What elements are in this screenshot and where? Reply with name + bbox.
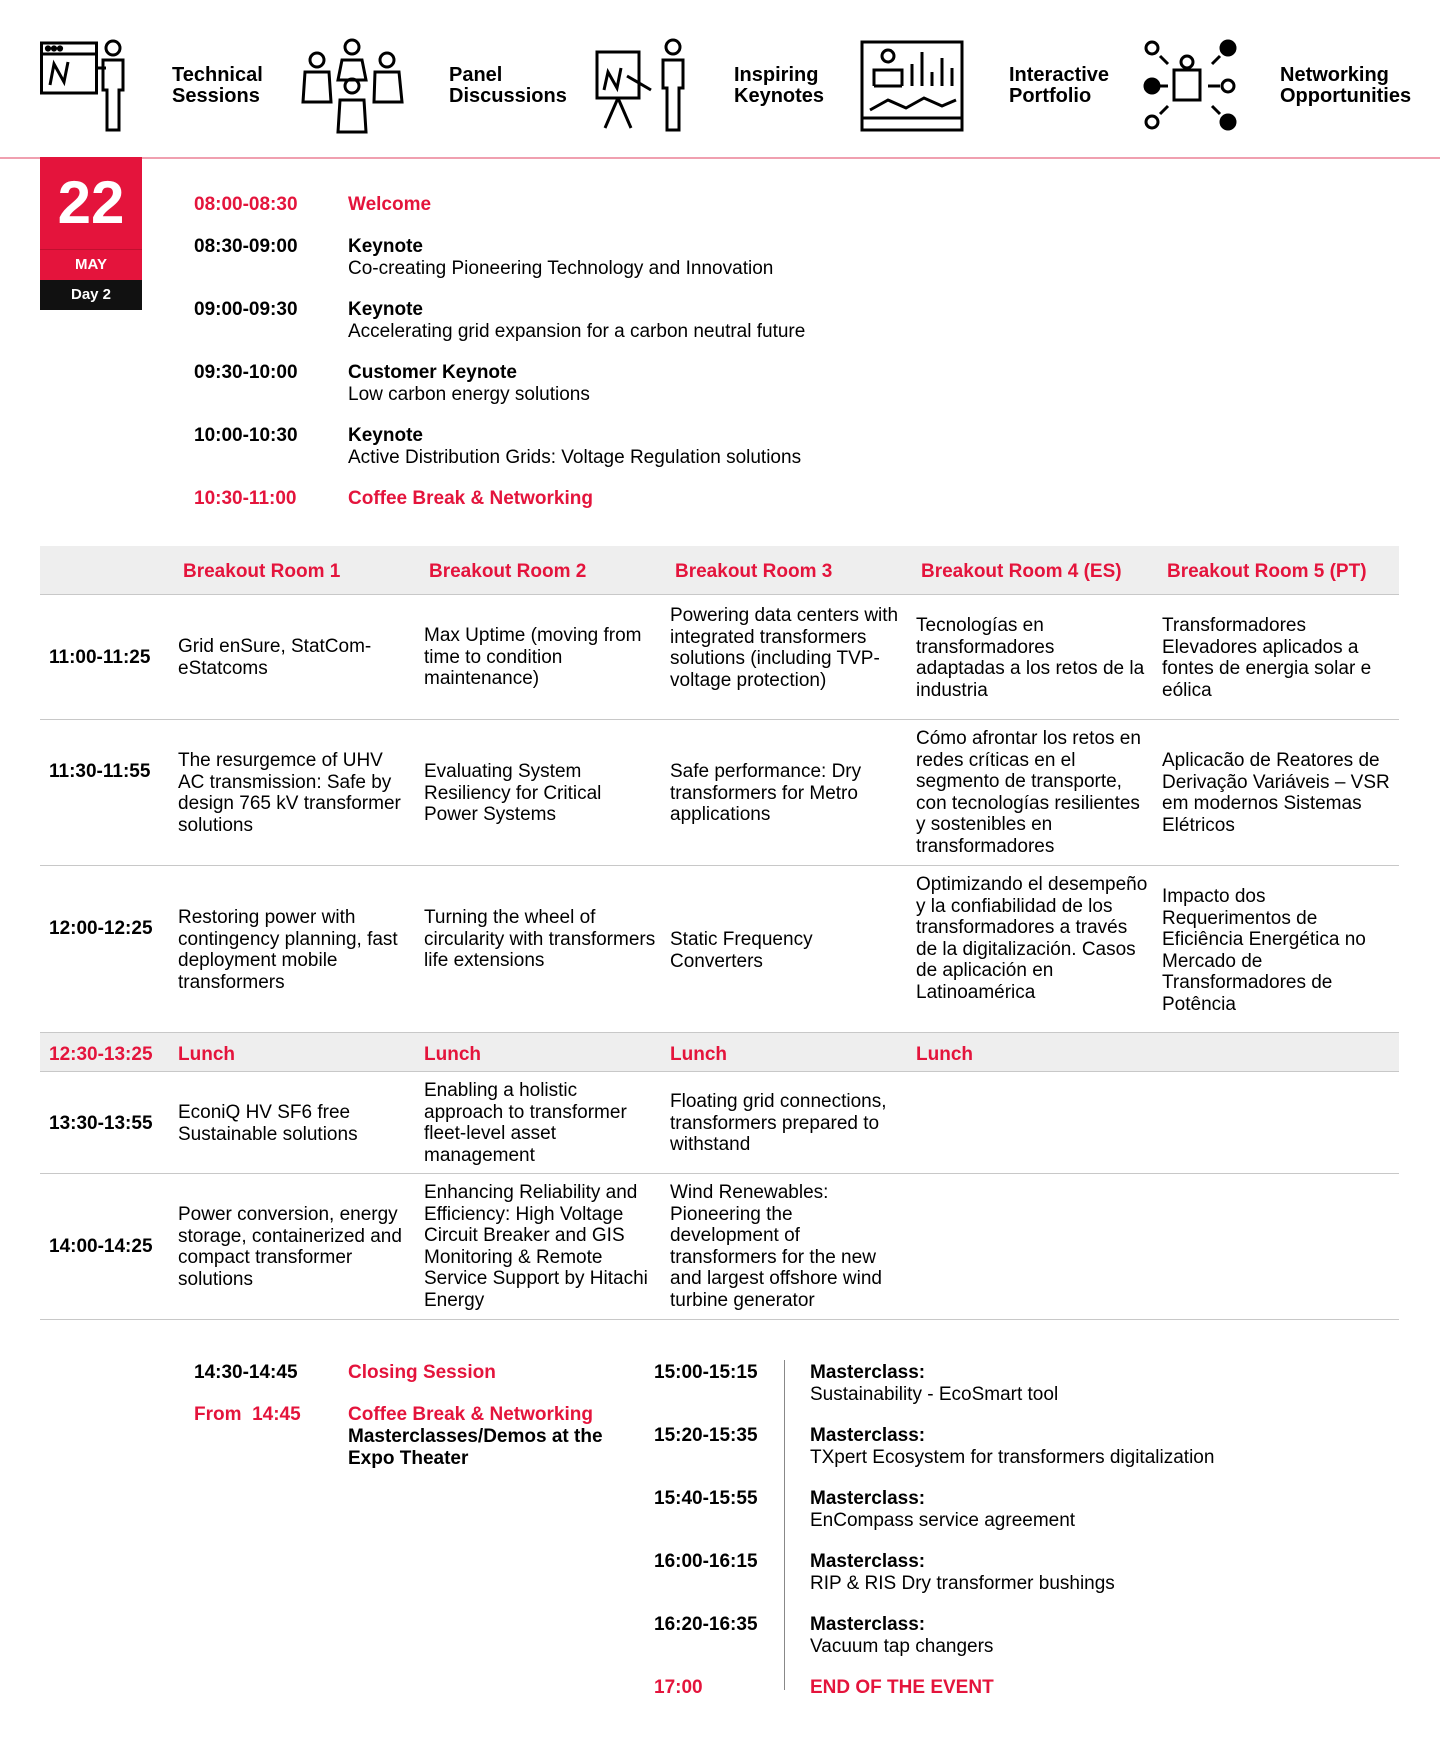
breakout-header <box>40 546 1399 595</box>
lunch-cell: Lunch <box>916 1044 973 1065</box>
row-time: 11:00-11:25 <box>49 647 151 668</box>
table-row <box>40 866 1399 1033</box>
keynote-speaker-icon <box>595 38 690 134</box>
masterclass-times <box>654 1362 774 1699</box>
masterclass-title: Masterclass: <box>810 1425 926 1446</box>
session-cell: Tecnologías en transformadores adaptadas a los retos de la industria <box>916 615 1145 701</box>
session-cell: Turning the wheel of circularity with transformers life extensions <box>424 907 656 971</box>
table-row <box>40 720 1399 866</box>
lunch-cell: Lunch <box>178 1044 235 1065</box>
session-cell: Enhancing Reliability and Efficiency: High Voltage Circuit Breaker and GIS Monitoring & Remote Service Support by Hitachi Energy <box>424 1182 648 1311</box>
schedule-subtitle: Active Distribution Grids: Voltage Regulation solutions <box>348 447 802 468</box>
presenter-board-icon <box>40 38 130 134</box>
session-cell: Powering data centers with integrated transformers solutions (including TVP-voltage protection) <box>670 605 899 691</box>
date-month: MAY <box>40 249 142 280</box>
masterclass-time: 15:00-15:15 <box>654 1362 758 1383</box>
schedule-subtitle: Low carbon energy solutions <box>348 384 590 405</box>
from-label: From <box>194 1404 242 1425</box>
session-cell: Aplicacão de Reatores de Derivação Variáveis – VSR em modernos Sistemas Elétricos <box>1162 750 1390 836</box>
divider <box>784 1360 785 1690</box>
masterclass-subtitle: Vacuum tap changers <box>810 1636 994 1657</box>
from-time-label <box>194 1404 344 1426</box>
masterclass-time: 15:20-15:35 <box>654 1425 758 1446</box>
date-day-number: 22 <box>40 157 142 249</box>
feature-label-line2: Portfolio <box>1009 85 1092 107</box>
masterclass-subtitle: Sustainability - EcoSmart tool <box>810 1384 1059 1405</box>
closing-title: Closing Session <box>348 1362 496 1383</box>
row-time: 11:30-11:55 <box>49 761 151 782</box>
schedule-time: 09:30-10:00 <box>194 362 298 383</box>
masterclass-title: Masterclass: <box>810 1488 926 1509</box>
room-header: Breakout Room 1 <box>183 561 341 582</box>
feature-networking-opportunities <box>1140 38 1411 134</box>
feature-technical-sessions <box>40 38 263 134</box>
feature-inspiring-keynotes <box>595 38 824 134</box>
masterclass-title: Masterclass: <box>810 1362 926 1383</box>
room-header: Breakout Room 4 (ES) <box>921 561 1122 582</box>
session-cell: Enabling a holistic approach to transformer fleet-level asset management <box>424 1080 627 1166</box>
room-header: Breakout Room 2 <box>429 561 587 582</box>
feature-panel-discussions <box>300 38 567 134</box>
masterclass-subtitle: TXpert Ecosystem for transformers digitalization <box>810 1447 1215 1468</box>
lunch-row <box>40 1032 1399 1072</box>
table-row <box>40 595 1399 720</box>
masterclass-item <box>810 1551 1370 1614</box>
session-cell: Floating grid connections, transformers prepared to withstand <box>670 1091 887 1155</box>
table-row <box>40 1174 1399 1320</box>
row-time: 12:00-12:25 <box>49 918 153 939</box>
feature-label-line1: Panel <box>449 64 503 86</box>
schedule-title: Keynote <box>348 299 423 320</box>
schedule-title: Keynote <box>348 425 423 446</box>
feature-label-line2: Opportunities <box>1280 85 1412 107</box>
from-time: 14:45 <box>252 1404 301 1425</box>
schedule-title: Customer Keynote <box>348 362 517 383</box>
schedule-subtitle: Accelerating grid expansion for a carbon neutral future <box>348 321 806 342</box>
feature-label-line1: Networking <box>1280 64 1389 86</box>
closing-body-col <box>348 1362 638 1470</box>
room-header: Breakout Room 3 <box>675 561 833 582</box>
masterclass-subtitle: RIP & RIS Dry transformer bushings <box>810 1573 1115 1594</box>
schedule-time: 08:30-09:00 <box>194 236 298 257</box>
feature-interactive-portfolio <box>860 38 1109 134</box>
closing-time: 14:30-14:45 <box>194 1362 298 1383</box>
masterclass-list <box>810 1362 1370 1699</box>
schedule-time: 09:00-09:30 <box>194 299 298 320</box>
session-cell: Power conversion, energy storage, containerized and compact transformer solutions <box>178 1204 402 1290</box>
schedule-time: 08:00-08:30 <box>194 194 298 215</box>
date-day-label: Day 2 <box>40 280 142 310</box>
schedule-time: 10:30-11:00 <box>194 488 297 509</box>
session-cell: Safe performance: Dry transformers for Metro applications <box>670 761 862 825</box>
session-cell: Optimizando el desempeño y la confiabilidad de los transformadores a través de la digitalización. Casos de aplicación en Latinoamérica <box>916 874 1148 1003</box>
dashboard-screen-icon <box>860 38 964 134</box>
feature-label-line2: Discussions <box>449 85 567 107</box>
date-badge <box>40 157 142 310</box>
coffee-title: Coffee Break & Networking <box>348 1404 593 1425</box>
room-header: Breakout Room 5 (PT) <box>1167 561 1367 582</box>
session-cell: The resurgemce of UHV AC transmission: Safe by design 765 kV transformer solutions <box>178 750 401 836</box>
session-cell: Cómo afrontar los retos en redes críticas en el segmento de transporte, con tecnologías resilientes y sostenibles en transformadores <box>916 728 1141 857</box>
session-cell: Restoring power with contingency planning, fast deployment mobile transformers <box>178 907 398 993</box>
lunch-cell: Lunch <box>424 1044 481 1065</box>
row-time: 13:30-13:55 <box>49 1113 153 1134</box>
masterclass-time: 16:20-16:35 <box>654 1614 758 1635</box>
masterclass-time: 16:00-16:15 <box>654 1551 758 1572</box>
session-cell: Evaluating System Resiliency for Critical Power Systems <box>424 761 602 825</box>
session-cell: Transformadores Elevadores aplicados a fontes de energia solar e eólica <box>1162 615 1372 701</box>
schedule-subtitle: Co-creating Pioneering Technology and Innovation <box>348 258 774 279</box>
schedule-time: 10:00-10:30 <box>194 425 298 446</box>
closing-time-col <box>194 1362 344 1426</box>
masterclass-intro-line2: Expo Theater <box>348 1448 469 1469</box>
masterclass-time: 15:40-15:55 <box>654 1488 758 1509</box>
masterclass-item <box>810 1425 1370 1488</box>
session-cell: Max Uptime (moving from time to condition maintenance) <box>424 625 642 689</box>
session-cell: Static Frequency Converters <box>670 929 813 972</box>
people-group-icon <box>300 38 405 134</box>
feature-label-line1: Inspiring <box>734 64 819 86</box>
schedule-title: Coffee Break & Networking <box>348 488 593 509</box>
masterclass-title: Masterclass: <box>810 1551 926 1572</box>
end-time: 17:00 <box>654 1677 703 1698</box>
feature-label-line1: Technical <box>172 64 263 86</box>
session-cell: Wind Renewables: Pioneering the development of transformers for the new and largest offshore wind turbine generator <box>670 1182 882 1311</box>
masterclass-intro-line1: Masterclasses/Demos at the <box>348 1426 603 1447</box>
schedule-title: Welcome <box>348 194 432 215</box>
masterclass-item <box>810 1362 1370 1425</box>
lunch-cell: Lunch <box>670 1044 727 1065</box>
schedule-title: Keynote <box>348 236 423 257</box>
session-cell: Impacto dos Requerimentos de Eficiência Energética no Mercado de Transformadores de Potência <box>1162 886 1366 1015</box>
masterclass-item <box>810 1614 1370 1677</box>
masterclass-subtitle: EnCompass service agreement <box>810 1510 1076 1531</box>
row-time: 14:00-14:25 <box>49 1236 153 1257</box>
masterclass-title: Masterclass: <box>810 1614 926 1635</box>
session-cell: Grid enSure, StatCom-eStatcoms <box>178 636 372 679</box>
session-cell: EconiQ HV SF6 free Sustainable solutions <box>178 1102 358 1145</box>
table-row <box>40 1071 1399 1174</box>
row-time: 12:30-13:25 <box>49 1044 153 1065</box>
masterclass-item <box>810 1488 1370 1551</box>
feature-label-line2: Keynotes <box>734 85 825 107</box>
network-nodes-icon <box>1140 38 1238 134</box>
features-bar <box>0 0 1440 159</box>
feature-label-line2: Sessions <box>172 85 260 107</box>
end-title: END OF THE EVENT <box>810 1677 994 1698</box>
feature-label-line1: Interactive <box>1009 64 1110 86</box>
